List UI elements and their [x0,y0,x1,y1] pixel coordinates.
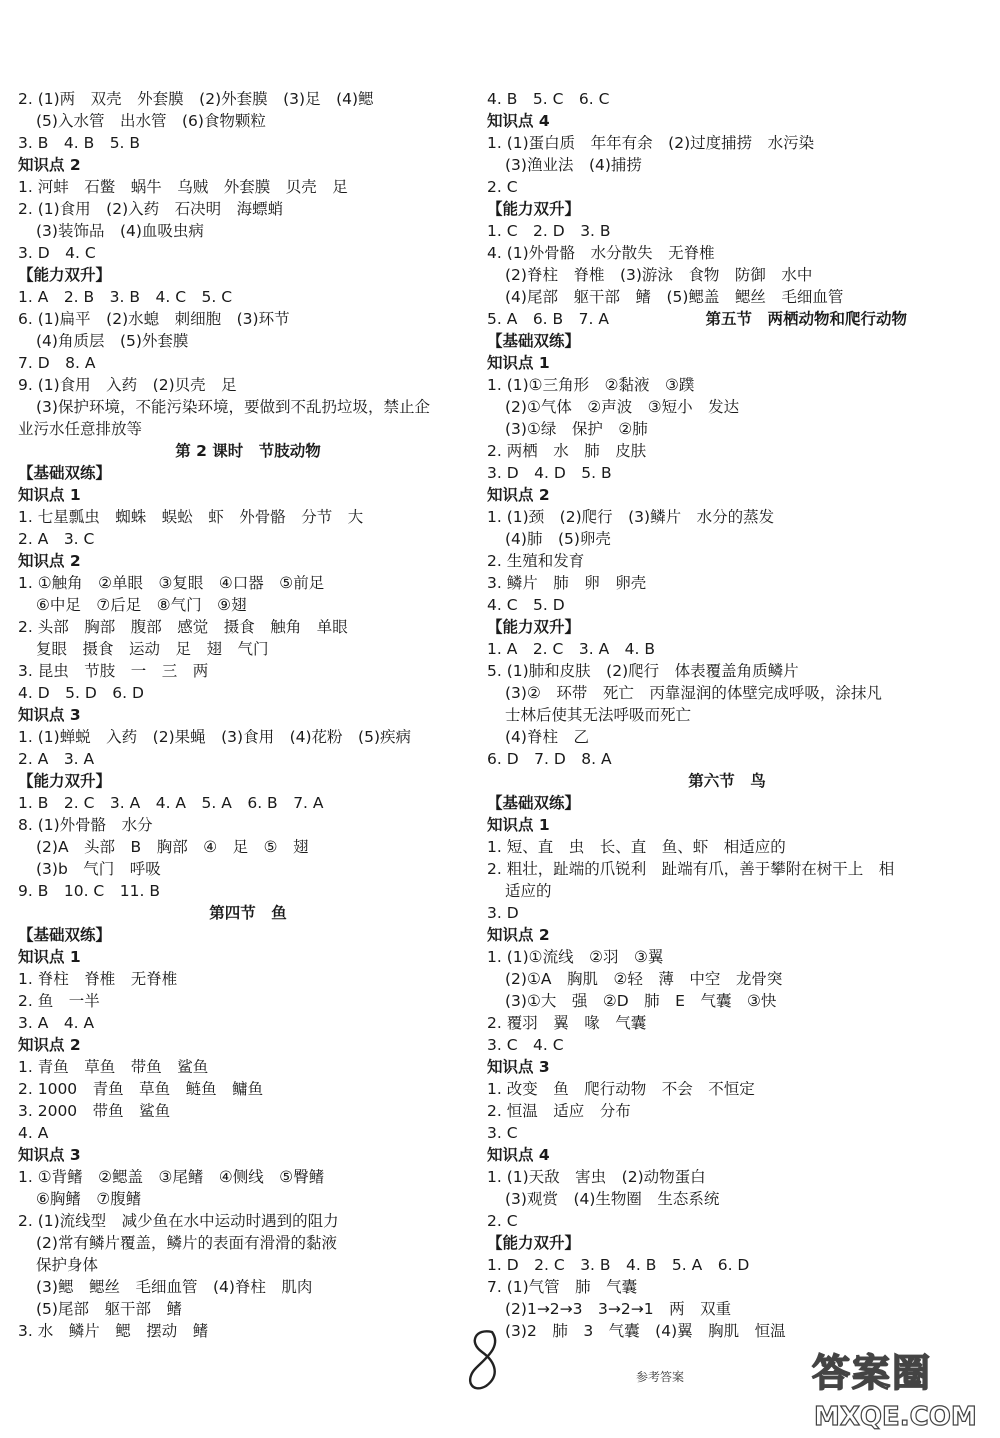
answer-line: 1. 七星瓢虫 蜘蛛 蜈蚣 虾 外骨骼 分节 大 [18,508,364,526]
answer-line: 8. (1)外骨骼 水分 [18,816,153,834]
answer-line: 3. B 4. B 5. B [18,134,141,152]
answer-line: 4. C 5. D [487,596,565,614]
section-heading: 知识点 1 [487,816,550,834]
answer-line: 2. 鱼 一半 [18,992,100,1010]
answer-line: 1. (1)蝉蜕 入药 (2)果蝇 (3)食用 (4)花粉 (5)疾病 [18,728,411,746]
footer-label: 参考答案 [636,1370,685,1384]
answer-line: 2. A 3. A [18,750,95,768]
answer-line: 2. 生殖和发育 [487,552,585,570]
answer-line: 3. D 4. D 5. B [487,464,612,482]
answer-line: 6. D 7. D 8. A [487,750,612,768]
section-heading: 【基础双练】 [18,926,112,944]
section-heading: 【能力双升】 [487,618,581,636]
answer-line: (3)渔业法 (4)捕捞 [505,156,642,174]
section-heading: 知识点 3 [18,706,81,724]
answer-line: 3. 鳞片 肺 卵 卵壳 [487,574,647,592]
section-heading: 【能力双升】 [487,1234,581,1252]
section-heading: 知识点 4 [487,112,550,130]
section-title: 第四节 鱼 [209,904,287,922]
answer-line: 复眼 摄食 运动 足 翅 气门 [36,640,269,658]
watermark-url: MXQE.COM [814,1402,977,1432]
answer-line: 9. (1)食用 入药 (2)贝壳 足 [18,376,237,394]
answer-line: (3)鳃 鳃丝 毛细血管 (4)脊柱 肌肉 [36,1278,313,1296]
answer-line: 2. A 3. C [18,530,95,548]
answer-line: 2. (1)流线型 减少鱼在水中运动时遇到的阻力 [18,1212,339,1230]
answer-line: 9. B 10. C 11. B [18,882,160,900]
answer-line: (4)肺 (5)卵壳 [505,530,611,548]
answer-line: 4. D 5. D 6. D [18,684,144,702]
section-title: 第 2 课时 节肢动物 [175,442,321,460]
answer-line: 3. 水 鳞片 鳃 摆动 鳍 [18,1322,209,1340]
section-heading: 【基础双练】 [487,794,581,812]
section-heading: 知识点 1 [18,948,81,966]
answer-line: (2)A 头部 B 胸部 ④ 足 ⑤ 翅 [36,838,309,856]
answer-line: 3. D [487,904,519,922]
answer-line: (2)①A 胸肌 ②轻 薄 中空 龙骨突 [505,970,783,988]
answer-line: (3)保护环境，不能污染环境，要做到不乱扔垃圾，禁止企 [36,398,430,416]
answer-line: 3. 昆虫 节肢 一 三 两 [18,662,209,680]
answer-line: 1. (1)①流线 ②羽 ③翼 [487,948,664,966]
answer-line: (5)尾部 躯干部 鳍 [36,1300,182,1318]
section-heading: 【能力双升】 [487,200,581,218]
answer-line: (3)装饰品 (4)血吸虫病 [36,222,204,240]
answer-line: (4)尾部 躯干部 鳍 (5)鳃盖 鳃丝 毛细血管 [505,288,844,306]
answer-line [487,308,967,330]
answer-line: (3)①绿 保护 ②肺 [505,420,648,438]
handwritten-page-number [462,1328,506,1392]
answer-line: 士林后使其无法呼吸而死亡 [505,706,692,724]
section-heading: 【基础双练】 [487,332,581,350]
section-heading: 【基础双练】 [18,464,112,482]
section-heading: 知识点 3 [487,1058,550,1076]
watermark-logo [812,1340,992,1436]
answer-line: 7. (1)气管 肺 气囊 [487,1278,638,1296]
answer-line: 1. 改变 鱼 爬行动物 不会 不恒定 [487,1080,755,1098]
section-heading: 知识点 3 [18,1146,81,1164]
answer-line: 2. (1)食用 (2)入药 石决明 海螵蛸 [18,200,284,218]
answer-line: (3)② 环带 死亡 丙靠湿润的体壁完成呼吸，涂抹凡 [505,684,882,702]
answer-line: 4. A [18,1124,49,1142]
answer-line: 1. A 2. C 3. A 4. B [487,640,656,658]
answer-line: 2. C [487,1212,518,1230]
answer-line: (5)入水管 出水管 (6)食物颗粒 [36,112,266,130]
answer-line: (4)角质层 (5)外套膜 [36,332,189,350]
answer-line: 1. B 2. C 3. A 4. A 5. A 6. B 7. A [18,794,324,812]
answer-line: 2. (1)两 双壳 外套膜 (2)外套膜 (3)足 (4)鳃 [18,90,374,108]
answer-line: (2)①气体 ②声波 ③短小 发达 [505,398,740,416]
section-heading: 知识点 2 [18,552,81,570]
answer-line: 2. 两栖 水 肺 皮肤 [487,442,647,460]
section-heading: 知识点 4 [487,1146,550,1164]
answer-line: 1. (1)蛋白质 年年有余 (2)过度捕捞 水污染 [487,134,815,152]
answer-line: 1. 脊柱 脊椎 无脊椎 [18,970,178,988]
answer-line: 1. 青鱼 草鱼 带鱼 鲨鱼 [18,1058,209,1076]
section-title: 第五节 两栖动物和爬行动物 [705,310,907,328]
answer-line: 2. 头部 胸部 腹部 感觉 摄食 触角 单眼 [18,618,348,636]
answer-line: (3)观赏 (4)生物圈 生态系统 [505,1190,720,1208]
answer-line: (4)脊柱 乙 [505,728,589,746]
answer-line: 1. 短、直 虫 长、直 鱼、虾 相适应的 [487,838,786,856]
answer-line: 5. (1)肺和皮肤 (2)爬行 体表覆盖角质鳞片 [487,662,799,680]
answer-line: (2)脊柱 脊椎 (3)游泳 食物 防御 水中 [505,266,813,284]
answer-line: 1. ①触角 ②单眼 ③复眼 ④口器 ⑤前足 [18,574,325,592]
watermark-text: 答案圈 [812,1351,933,1395]
answer-line: 适应的 [505,882,552,900]
answer-line: 1. ①背鳍 ②鳃盖 ③尾鳍 ④侧线 ⑤臀鳍 [18,1168,325,1186]
answer-line: ⑥中足 ⑦后足 ⑧气门 ⑨翅 [36,596,247,614]
section-heading: 知识点 1 [18,486,81,504]
answer-line: 3. C 4. C [487,1036,564,1054]
answer-line: 3. C [487,1124,518,1142]
left-column [18,88,478,1342]
answer-line: ⑥胸鳍 ⑦腹鳍 [36,1190,142,1208]
answer-line: 2. 粗壮，趾端的爪锐利 趾端有爪，善于攀附在树干上 相 [487,860,895,878]
answer-line: 1. D 2. C 3. B 4. B 5. A 6. D [487,1256,750,1274]
answer-line: 2. 1000 青鱼 草鱼 鲢鱼 鳙鱼 [18,1080,264,1098]
answer-line: 4. B 5. C 6. C [487,90,610,108]
answer-line: 业污水任意排放等 [18,420,143,438]
answer-line: (3)①大 强 ②D 肺 E 气囊 ③快 [505,992,777,1010]
section-heading: 知识点 2 [487,486,550,504]
answer-line: 3. 2000 带鱼 鲨鱼 [18,1102,171,1120]
answer-line: (2)1→2→3 3→2→1 两 双重 [505,1300,732,1318]
answer-line: 1. (1)颈 (2)爬行 (3)鳞片 水分的蒸发 [487,508,775,526]
answer-line: 4. (1)外骨骼 水分散失 无脊椎 [487,244,715,262]
answer-line: 6. (1)扁平 (2)水螅 刺细胞 (3)环节 [18,310,290,328]
section-heading: 【能力双升】 [18,266,112,284]
answer-line: 7. D 8. A [18,354,96,372]
answer-line: (3)2 肺 3 气囊 (4)翼 胸肌 恒温 [505,1322,786,1340]
answer-line: 1. (1)①三角形 ②黏液 ③蹼 [487,376,695,394]
section-heading: 【能力双升】 [18,772,112,790]
answer-line: 2. 恒温 适应 分布 [487,1102,631,1120]
answer-line: 保护身体 [36,1256,99,1274]
right-column [487,88,967,1342]
answer-line: 1. A 2. B 3. B 4. C 5. C [18,288,233,306]
answer-line: (3)b 气门 呼吸 [36,860,161,878]
section-heading: 知识点 2 [487,926,550,944]
answer-line: 1. C 2. D 3. B [487,222,611,240]
answer-line: 1. (1)天敌 害虫 (2)动物蛋白 [487,1168,706,1186]
answer-line-text: 5. A 6. B 7. A [487,310,609,328]
section-heading: 知识点 1 [487,354,550,372]
answer-line: 1. 河蚌 石鳖 蜗牛 乌贼 外套膜 贝壳 足 [18,178,348,196]
answer-line: 3. A 4. A [18,1014,95,1032]
answer-line: 2. C [487,178,518,196]
section-heading: 知识点 2 [18,1036,81,1054]
section-heading: 知识点 2 [18,156,81,174]
answer-line: (2)常有鳞片覆盖，鳞片的表面有滑滑的黏液 [36,1234,337,1252]
section-title: 第六节 鸟 [688,772,766,790]
answer-line: 3. D 4. C [18,244,96,262]
answer-line: 2. 覆羽 翼 喙 气囊 [487,1014,647,1032]
